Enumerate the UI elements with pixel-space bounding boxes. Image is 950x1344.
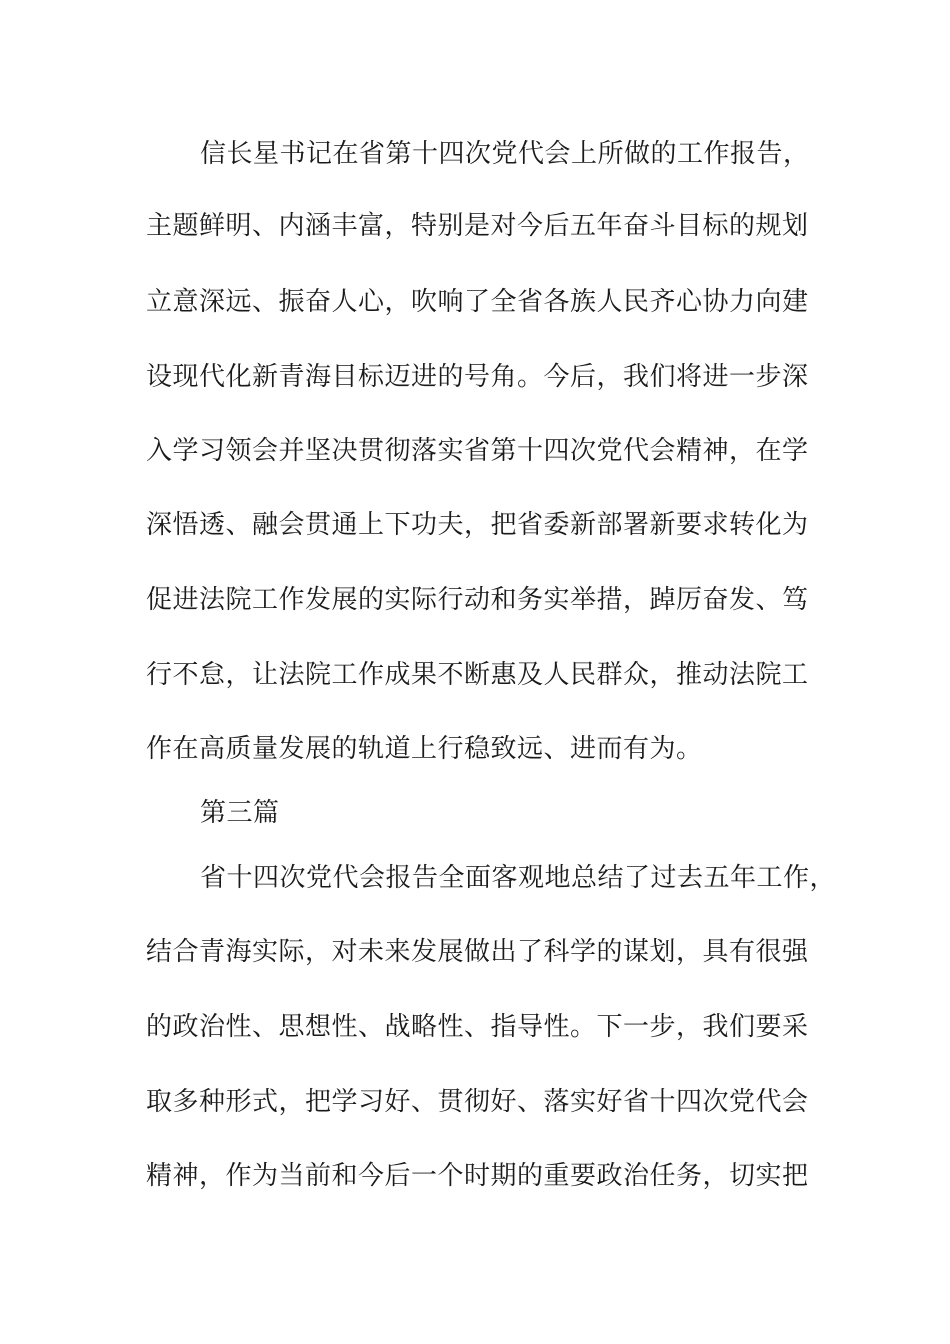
text-line: 省十四次党代会报告全面客观地总结了过去五年工作， <box>200 863 837 893</box>
text-line: 入学习领会并坚决贯彻落实省第十四次党代会精神，在学 <box>146 436 809 466</box>
text-line: 深悟透、融会贯通上下功夫，把省委新部署新要求转化为 <box>146 510 809 540</box>
text-line: 促进法院工作发展的实际行动和务实举措，踔厉奋发、笃 <box>146 585 809 615</box>
text-line: 的政治性、思想性、战略性、指导性。下一步，我们要采 <box>146 1012 809 1042</box>
text-line: 行不怠，让法院工作成果不断惠及人民群众，推动法院工 <box>146 660 809 690</box>
section-heading: 第三篇 <box>200 798 280 828</box>
text-line: 立意深远、振奋人心，吹响了全省各族人民齐心协力向建 <box>146 287 809 317</box>
text-line: 信长星书记在省第十四次党代会上所做的工作报告， <box>200 139 810 169</box>
text-line: 取多种形式，把学习好、贯彻好、落实好省十四次党代会 <box>146 1087 809 1117</box>
text-line: 设现代化新青海目标迈进的号角。今后，我们将进一步深 <box>146 362 809 392</box>
text-line: 精神，作为当前和今后一个时期的重要政治任务，切实把 <box>146 1161 809 1191</box>
text-line: 作在高质量发展的轨道上行稳致远、进而有为。 <box>146 734 703 764</box>
text-line: 结合青海实际，对未来发展做出了科学的谋划，具有很强 <box>146 937 809 967</box>
text-line: 主题鲜明、内涵丰富，特别是对今后五年奋斗目标的规划 <box>146 211 809 241</box>
